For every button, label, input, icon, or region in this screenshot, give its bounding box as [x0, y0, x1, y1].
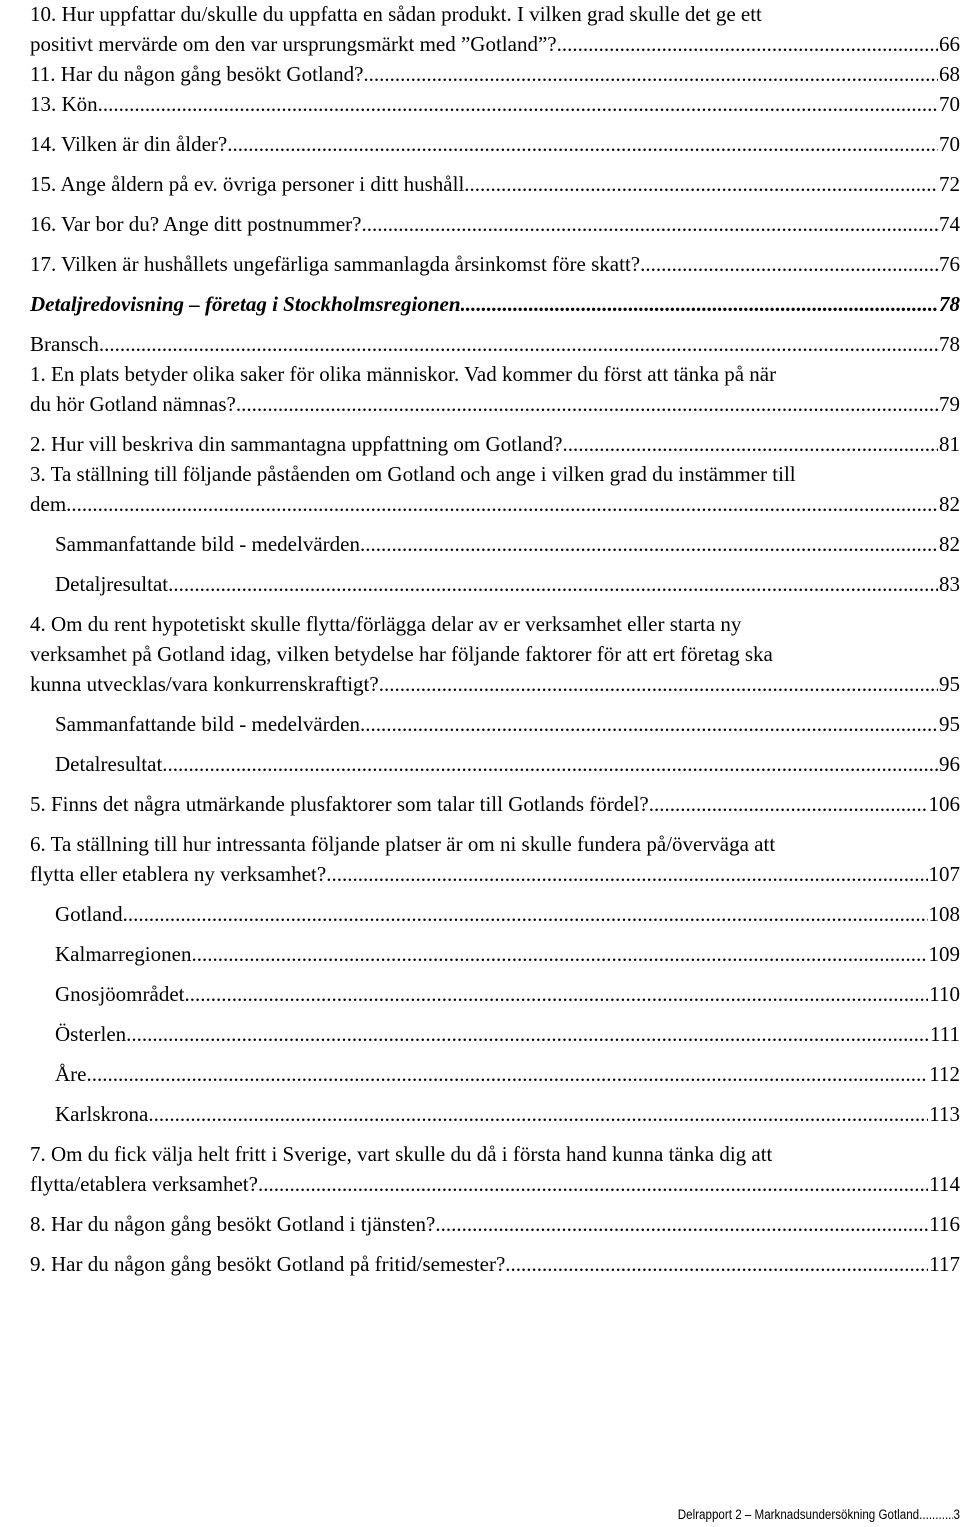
toc-page-number: 113 — [929, 1102, 960, 1126]
toc-page-number: 106 — [928, 792, 960, 816]
toc-leader-dots — [470, 169, 938, 199]
toc-page-number: 112 — [929, 1062, 960, 1086]
footer-title: Delrapport 2 – Marknadsundersökning Gotland — [677, 1506, 920, 1522]
toc-page-number: 83 — [939, 572, 960, 596]
toc-entry-title: 6. Ta ställning till hur intressanta följande platser är om ni skulle fundera på/överväga att — [30, 832, 776, 856]
toc-entry-title: Gotland — [55, 902, 123, 926]
toc-page-number: 79 — [939, 392, 960, 416]
toc-page-number: 76 — [939, 252, 960, 276]
toc-entry-title: flytta/etablera verksamhet? — [30, 1172, 258, 1196]
toc-entry-title: 17. Vilken är hushållets ungefärliga sammanlagda årsinkomst före skatt? — [30, 252, 641, 276]
toc-entry-title: 10. Hur uppfattar du/skulle du uppfatta en sådan produkt. I vilken grad skulle det ge ett — [30, 2, 762, 26]
toc-entry-title: 11. Har du någon gång besökt Gotland? — [30, 62, 364, 86]
toc-page-number: 78 — [939, 332, 960, 356]
toc-leader-dots — [557, 29, 938, 59]
toc-page-number: 116 — [929, 1212, 960, 1236]
toc-entry-title: 3. Ta ställning till följande påståenden om Gotland och ange i vilken grad du instämmer till — [30, 462, 796, 486]
toc-entry-title: Detalresultat — [55, 752, 163, 776]
toc-leader-dots — [123, 899, 928, 929]
toc-leader-dots — [505, 1249, 928, 1279]
toc-page-number: 74 — [939, 212, 960, 236]
toc-entry-title: Sammanfattande bild - medelvärden — [55, 712, 360, 736]
toc-entry-title: 1. En plats betyder olika saker för olika människor. Vad kommer du först att tänka på när — [30, 362, 777, 386]
toc-leader-dots — [379, 669, 938, 699]
toc-entry-title: 13. Kön — [30, 92, 98, 116]
toc-leader-dots — [435, 1209, 928, 1239]
toc-leader-dots — [227, 129, 938, 159]
toc-leader-dots — [326, 859, 927, 889]
toc-page-number: 114 — [929, 1172, 960, 1196]
toc-leader-dots — [640, 249, 938, 279]
toc-page-number: 66 — [939, 32, 960, 56]
toc-leader-dots — [168, 569, 938, 599]
toc-entry-title: Åre — [55, 1062, 87, 1086]
toc-page-number: 78 — [939, 292, 960, 316]
toc-page-number: 96 — [939, 752, 960, 776]
toc-leader-dots — [86, 1059, 928, 1089]
toc-page-number: 82 — [939, 492, 960, 516]
toc-entry-title: Bransch — [30, 332, 99, 356]
toc-leader-dots — [184, 979, 928, 1009]
toc-leader-dots — [649, 789, 928, 819]
toc-entry-title: 2. Hur vill beskriva din sammantagna uppfattning om Gotland? — [30, 432, 563, 456]
toc-entry-title: kunna utvecklas/vara konkurrenskraftigt? — [30, 672, 379, 696]
toc-entry-title: 14. Vilken är din ålder? — [30, 132, 228, 156]
toc-leader-dots — [360, 709, 938, 739]
toc-leader-dots — [126, 1019, 929, 1049]
toc-entry-title: 4. Om du rent hypotetiskt skulle flytta/förlägga delar av er verksamhet eller starta ny — [30, 612, 742, 636]
toc-page-number: 109 — [928, 942, 960, 966]
toc-leader-dots — [71, 489, 938, 519]
toc-leader-dots — [148, 1099, 928, 1129]
toc-entry-title: 15. Ange åldern på ev. övriga personer i ditt hushåll. — [30, 172, 470, 196]
toc-entry-title: Kalmarregionen — [55, 942, 192, 966]
toc-page-number: 68 — [939, 62, 960, 86]
toc-entry-title: Detaljresultat — [55, 572, 169, 596]
toc-page-number: 107 — [928, 862, 960, 886]
toc-page-number: 108 — [928, 902, 960, 926]
toc-page-number: 95 — [939, 712, 960, 736]
toc-entry-title: dem. — [30, 492, 72, 516]
toc-entry-title: 5. Finns det några utmärkande plusfaktorer som talar till Gotlands fördel? — [30, 792, 649, 816]
toc-leader-dots — [461, 289, 938, 319]
toc-leader-dots — [258, 1169, 928, 1199]
toc-entry-title: verksamhet på Gotland idag, vilken betydelse har följande faktorer för att ert företag ska — [30, 642, 773, 666]
toc-page-number: 110 — [929, 982, 960, 1006]
toc-leader-dots — [562, 429, 938, 459]
toc-leader-dots — [360, 529, 938, 559]
toc-entry-title: Gnosjöområdet — [55, 982, 185, 1006]
toc-page-number: 72 — [939, 172, 960, 196]
toc-page-number: 117 — [929, 1252, 960, 1276]
toc-entry-title: 16. Var bor du? Ange ditt postnummer? — [30, 212, 362, 236]
toc-page-number: 82 — [939, 532, 960, 556]
toc-entry-title: Karlskrona — [55, 1102, 149, 1126]
toc-leader-dots — [162, 749, 938, 779]
toc-leader-dots — [361, 209, 938, 239]
toc-entry-title: 9. Har du någon gång besökt Gotland på fritid/semester? — [30, 1252, 506, 1276]
toc-entry-title: 7. Om du fick välja helt fritt i Sverige, vart skulle du då i första hand kunna tänka dig att — [30, 1142, 773, 1166]
toc-page-number: 70 — [939, 132, 960, 156]
toc-leader-dots — [363, 59, 938, 89]
toc-leader-dots — [98, 89, 938, 119]
footer-leader-dots — [919, 1507, 953, 1522]
toc-leader-dots — [191, 939, 927, 969]
toc-leader-dots — [236, 389, 938, 419]
toc-entry-title: Sammanfattande bild - medelvärden — [55, 532, 360, 556]
toc-entry-title: positivt mervärde om den var ursprungsmärkt med ”Gotland”? — [30, 32, 557, 56]
toc-leader-dots — [99, 329, 938, 359]
toc-entry-title: du hör Gotland nämnas? — [30, 392, 236, 416]
page-footer — [676, 1501, 960, 1527]
toc-entry-title: 8. Har du någon gång besökt Gotland i tjänsten? — [30, 1212, 436, 1236]
toc-entry-title: Österlen — [55, 1022, 127, 1046]
toc-page-number: 111 — [930, 1022, 960, 1046]
toc-page-number: 70 — [939, 92, 960, 116]
toc-entry-title: Detaljredovisning – företag i Stockholmsregionen — [30, 292, 461, 316]
footer-page-number: 3 — [953, 1506, 960, 1522]
toc-page-number: 95 — [939, 672, 960, 696]
toc-page-number: 81 — [939, 432, 960, 456]
toc-entry-title: flytta eller etablera ny verksamhet? — [30, 862, 327, 886]
